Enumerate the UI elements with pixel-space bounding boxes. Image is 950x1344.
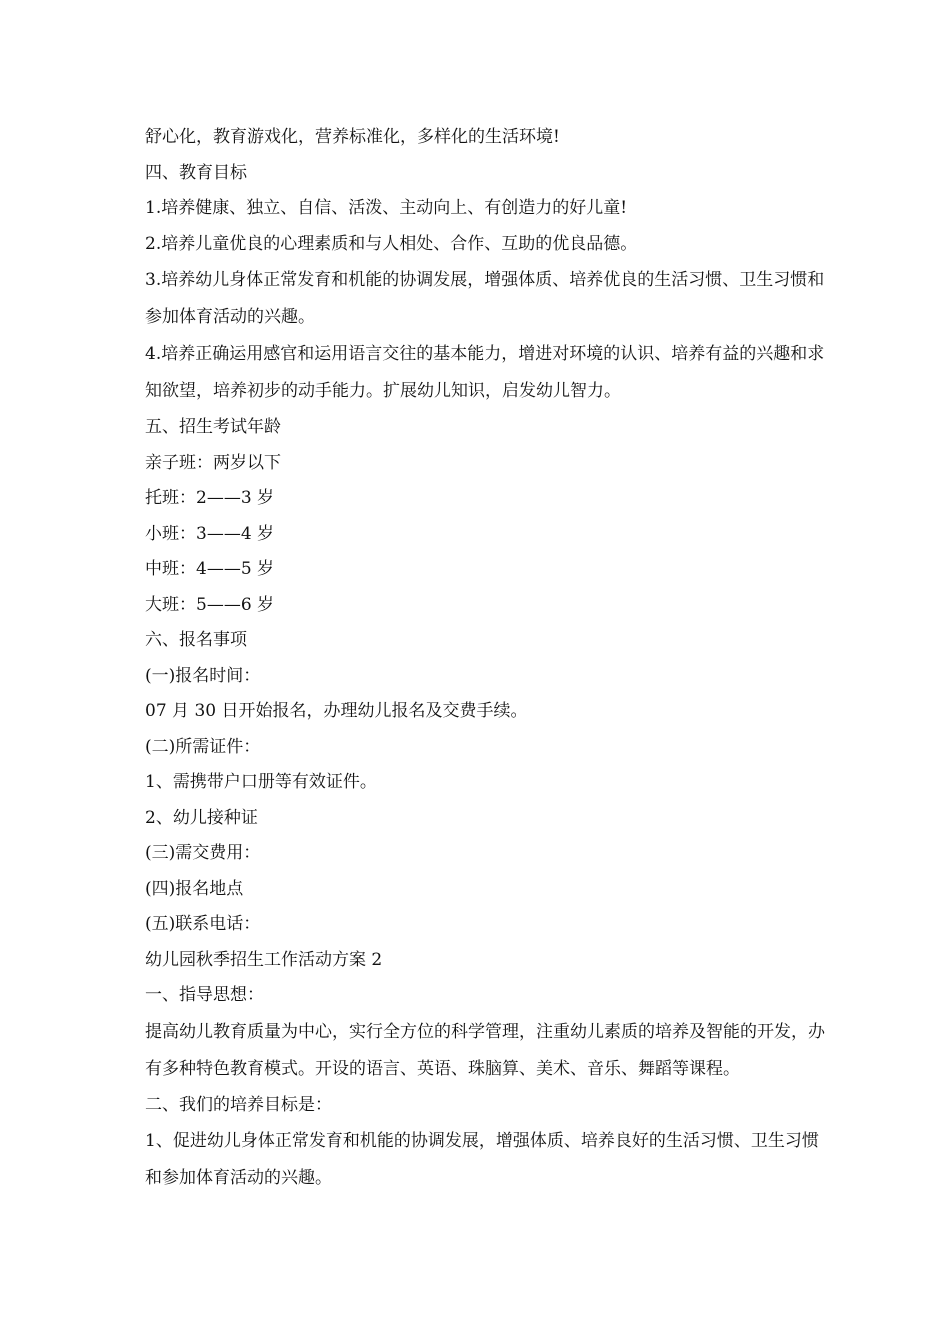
list-item: 托班：2——3 岁 [145,488,275,508]
list-item: 1、促进幼儿身体正常发育和机能的协调发展，增强体质、培养良好的生活习惯、卫生习惯和参加体育活动的兴趣。 [145,1131,819,1188]
section-heading: 六、报名事项 [145,630,247,650]
list-item: 2.培养儿童优良的心理素质和与人相处、合作、互助的优良品德。 [145,233,638,254]
list-item: 中班：4——5 岁 [145,559,275,579]
subsection-heading: (二)所需证件： [145,736,261,757]
list-item: 2、幼儿接种证 [145,807,258,828]
list-item: 1、需携带户口册等有效证件。 [145,772,377,792]
list-item: 1.培养健康、独立、自信、活泼、主动向上、有创造力的好儿童! [145,198,628,218]
list-item: 亲子班：两岁以下 [145,452,281,473]
section-heading: 二、我们的培养目标是： [145,1094,332,1115]
list-item: 4.培养正确运用感官和运用语言交往的基本能力，增进对环境的认识、培养有益的兴趣和求知欲望，培养初步的动手能力。扩展幼儿知识，启发幼儿智力。 [145,344,825,401]
paragraph-line: 提高幼儿教育质量为中心，实行全方位的科学管理，注重幼儿素质的培养及智能的开发，办有多种特色教育模式。开设的语言、英语、珠脑算、美术、音乐、舞蹈等课程。 [145,1021,825,1079]
paragraph-line: 07 月 30 日开始报名，办理幼儿报名及交费手续。 [145,701,528,721]
subsection-heading: (四)报名地点 [145,878,244,899]
subsection-heading: (一)报名时间： [145,665,261,686]
section-heading: 五、招生考试年龄 [145,417,281,437]
list-item: 3.培养幼儿身体正常发育和机能的协调发展，增强体质、培养优良的生活习惯、卫生习惯和参加体育活动的兴趣。 [145,270,825,327]
list-item: 大班：5——6 岁 [145,594,275,615]
document-body [145,120,825,1197]
section-heading: 一、指导思想： [145,985,264,1005]
section-heading: 四、教育目标 [145,162,247,183]
document-title: 幼儿园秋季招生工作活动方案 2 [145,949,383,970]
subsection-heading: (五)联系电话： [145,914,261,934]
list-item: 小班：3——4 岁 [145,523,275,544]
subsection-heading: (三)需交费用： [145,843,261,863]
paragraph-line: 舒心化，教育游戏化，营养标准化，多样化的生活环境! [145,127,560,147]
